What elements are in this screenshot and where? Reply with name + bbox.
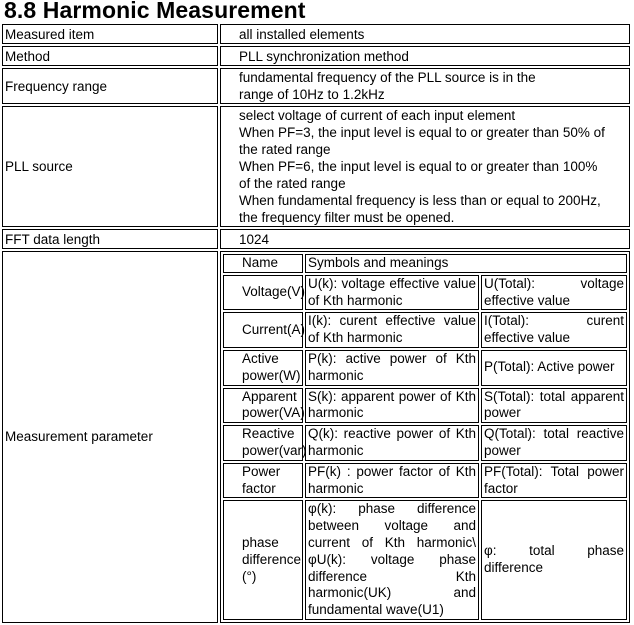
table-row — [223, 388, 627, 424]
table-row — [223, 425, 627, 461]
param-name: Voltage(V) — [223, 275, 303, 311]
param-name: Active power(W) — [223, 350, 303, 386]
row-value: all installed elements — [220, 24, 630, 44]
column-header: Symbols and meanings — [305, 254, 627, 273]
harmonic-spec-table — [0, 22, 632, 625]
row-label: Frequency range — [2, 68, 218, 104]
text-line: of the rated range — [239, 176, 346, 191]
table-row — [2, 24, 630, 44]
row-label: Method — [2, 46, 218, 66]
table-row — [223, 500, 627, 620]
row-label: Measured item — [2, 24, 218, 44]
row-value: 1024 — [220, 229, 630, 249]
row-label: PLL source — [2, 106, 218, 227]
param-kth: U(k): voltage effective value of Kth harmonic — [305, 275, 479, 311]
param-name: Reactive power(var) — [223, 425, 303, 461]
param-total: PF(Total): Total power factor — [481, 463, 627, 499]
param-name: Apparent power(VA) — [223, 388, 303, 424]
table-row — [223, 275, 627, 311]
text-line: range of 10Hz to 1.2kHz — [239, 87, 385, 102]
row-label: FFT data length — [2, 229, 218, 249]
table-row — [223, 254, 627, 273]
table-row — [2, 46, 630, 66]
text-line: the frequency filter must be opened. — [239, 210, 455, 225]
param-total: U(Total): voltage effective value — [481, 275, 627, 311]
table-row — [223, 350, 627, 386]
param-total: φ: total phase difference — [481, 500, 627, 620]
text-line: the rated range — [239, 142, 331, 157]
row-value — [220, 68, 630, 104]
parameter-table — [221, 252, 629, 622]
param-kth: φ(k): phase difference between voltage and current of Kth harmonic\ φU(k): voltage phase difference Kth harmonic(UK) and fundamental wave(U1) — [305, 500, 479, 620]
row-value: PLL synchronization method — [220, 46, 630, 66]
table-row — [2, 251, 630, 623]
param-kth: Q(k): reactive power of Kth harmonic — [305, 425, 479, 461]
param-total: Q(Total): total reactive power — [481, 425, 627, 461]
param-total: I(Total): curent effective value — [481, 312, 627, 348]
param-name: Current(A) — [223, 312, 303, 348]
param-name: phase difference (°) — [223, 500, 303, 620]
table-row — [223, 312, 627, 348]
param-kth: I(k): curent effective value of Kth harmonic — [305, 312, 479, 348]
param-kth: PF(k) : power factor of Kth harmonic — [305, 463, 479, 499]
text-line: When fundamental frequency is less than or equal to 200Hz, — [239, 193, 601, 208]
param-kth: P(k): active power of Kth harmonic — [305, 350, 479, 386]
param-total: S(Total): total apparent power — [481, 388, 627, 424]
parameter-cell — [220, 251, 630, 623]
row-value — [220, 106, 630, 227]
table-row — [223, 463, 627, 499]
row-label: Measurement parameter — [2, 251, 218, 623]
param-name: Power factor — [223, 463, 303, 499]
param-total: P(Total): Active power — [481, 350, 627, 386]
text-line: select voltage of current of each input element — [239, 108, 516, 123]
text-line: When PF=6, the input level is equal to or greater than 100% — [239, 159, 598, 174]
table-row — [2, 68, 630, 104]
text-line: When PF=3, the input level is equal to or greater than 50% of — [239, 125, 605, 140]
table-row — [2, 106, 630, 227]
text-line: fundamental frequency of the PLL source is in the — [239, 70, 536, 85]
table-row — [2, 229, 630, 249]
column-header: Name — [223, 254, 303, 273]
param-kth: S(k): apparent power of Kth harmonic — [305, 388, 479, 424]
page-title: 8.8 Harmonic Measurement — [4, 0, 306, 23]
